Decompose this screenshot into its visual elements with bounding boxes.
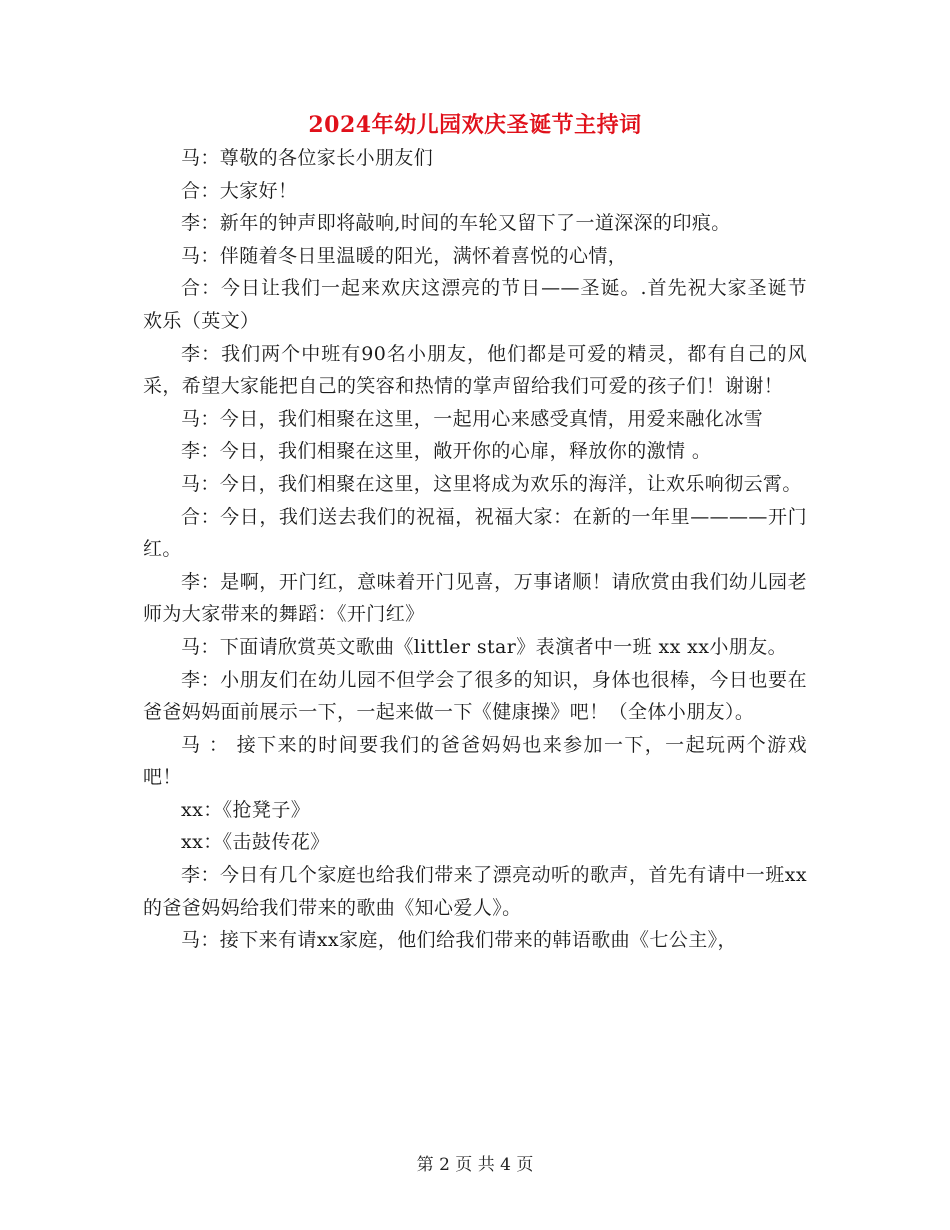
document-title: 2024年幼儿园欢庆圣诞节主持词 [308, 112, 642, 138]
paragraph: 李：是啊，开门红，意味着开门见喜，万事诸顺！请欣赏由我们幼儿园老师为大家带来的舞蹈：《开门红》 [143, 570, 807, 626]
paragraph: 李：新年的钟声即将敲响,时间的车轮又留下了一道深深的印痕。 [181, 212, 731, 235]
paragraph: 马：伴随着冬日里温暖的阳光，满怀着喜悦的心情， [181, 244, 628, 267]
paragraph: 李：今日有几个家庭也给我们带来了漂亮动听的歌声，首先有请中一班xx的爸爸妈妈给我们带来的歌曲《知心爱人》。 [143, 864, 807, 919]
paragraph: 马：今日，我们相聚在这里，这里将成为欢乐的海洋，让欢乐响彻云霄。 [181, 472, 802, 495]
page-footer: 第 2 页 共 4 页 [416, 1155, 534, 1175]
paragraph: xx：《抢凳子》 [181, 798, 311, 821]
paragraph: 马 ： 接下来的时间要我们的爸爸妈妈也来参加一下，一起玩两个游戏吧！ [143, 733, 807, 789]
paragraph: 李：今日，我们相聚在这里，敞开你的心扉，释放你的激情 。 [181, 440, 712, 463]
paragraph: 马：下面请欣赏英文歌曲《littler star》表演者中一班 xx xx小朋友。 [181, 635, 788, 658]
paragraph: 马：接下来有请xx家庭，他们给我们带来的韩语歌曲《七公主》， [181, 929, 737, 952]
paragraph: 马：今日，我们相聚在这里，一起用心来感受真情，用爱来融化冰雪 [181, 407, 764, 430]
paragraph: 马：尊敬的各位家长小朋友们 [181, 147, 434, 169]
document-body [143, 142, 807, 957]
paragraph: 李：小朋友们在幼儿园不但学会了很多的知识，身体也很棒，今日也要在爸爸妈妈面前展示一下，一起来做一下《健康操》吧！（全体小朋友）。 [143, 668, 807, 724]
paragraph: 合：今日让我们一起来欢庆这漂亮的节日——圣诞。.首先祝大家圣诞节欢乐（英文） [143, 277, 807, 332]
paragraph: 合：今日，我们送去我们的祝福，祝福大家：在新的一年里————开门红。 [143, 505, 807, 561]
paragraph: 李：我们两个中班有90名小朋友，他们都是可爱的精灵，都有自己的风采，希望大家能把自己的笑容和热情的掌声留给我们可爱的孩子们！谢谢！ [143, 342, 807, 398]
paragraph: 合：大家好！ [181, 179, 298, 202]
paragraph: xx：《击鼓传花》 [181, 831, 330, 854]
